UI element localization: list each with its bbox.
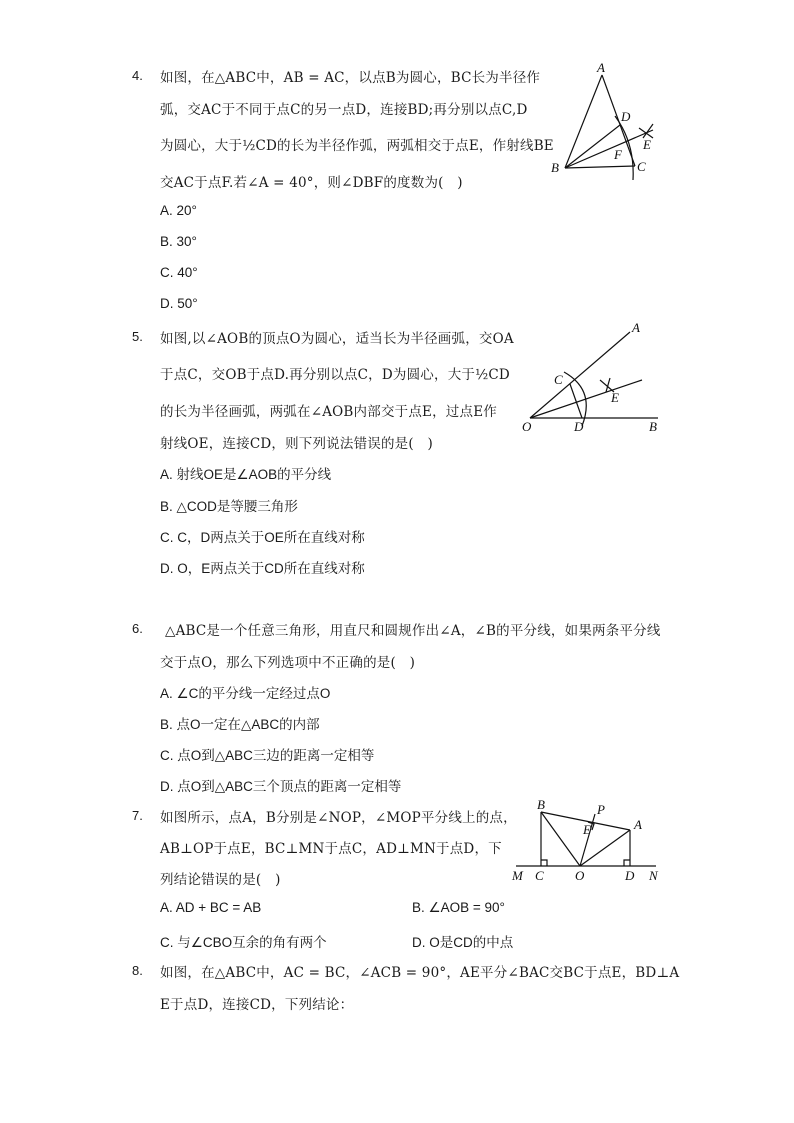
question-text-line: 的长为半径画弧，两弧在∠AOB内部交于点E，过点E作 <box>160 404 497 420</box>
option-a[interactable]: A. 20° <box>160 203 197 218</box>
option-a[interactable]: A. 射线OE是∠AOB的平分线 <box>160 467 332 482</box>
figure-label: D <box>574 419 584 434</box>
question-text-line: E于点D，连接CD，下列结论： <box>160 997 354 1013</box>
figure-label: E <box>583 822 591 837</box>
figure-label: C <box>554 372 563 387</box>
question-text-line: AB⊥OP于点E，BC⊥MN于点C，AD⊥MN于点D，下 <box>160 841 502 857</box>
figure-label: B <box>537 798 545 812</box>
figure-label: A <box>632 320 640 335</box>
option-d[interactable]: D. 点O到△ABC三个顶点的距离一定相等 <box>160 779 402 794</box>
question-text-line: 交于点O，那么下列选项中不正确的是( ) <box>160 655 416 671</box>
figure-label: F <box>614 147 622 162</box>
option-a[interactable]: A. ∠C的平分线一定经过点O <box>160 686 331 701</box>
figure-label: A <box>597 60 605 75</box>
question-text-line: 如图，在△ABC中，AC = BC，∠ACB = 90°，AE平分∠BAC交BC于点E，BD⊥A <box>160 965 680 981</box>
right-angle-mark <box>541 860 547 866</box>
option-d[interactable]: D. 50° <box>160 296 198 311</box>
question-text-line: △ABC是一个任意三角形，用直尺和圆规作出∠A，∠B的平分线，如果两条平分线 <box>165 623 661 639</box>
figure-label: B <box>649 419 657 434</box>
segment-ob <box>541 812 580 866</box>
ray-oa <box>530 332 630 418</box>
figure-label: C <box>637 159 646 174</box>
question-number: 7. <box>132 808 143 823</box>
option-c[interactable]: C. C，D两点关于OE所在直线对称 <box>160 530 365 545</box>
figure-label: M <box>512 868 523 883</box>
option-a[interactable]: A. AD + BC = AB <box>160 900 262 915</box>
figure-label: P <box>597 802 605 817</box>
figure-label: C <box>535 868 544 883</box>
question-number: 4. <box>132 68 143 83</box>
figure-label: E <box>611 390 619 405</box>
figure-label: N <box>649 868 658 883</box>
figure-perpendiculars <box>508 798 666 888</box>
question-text-line: 交AC于点F.若∠A = 40°，则∠DBF的度数为( ) <box>160 175 463 191</box>
question-text-line: 列结论错误的是( ) <box>160 872 281 888</box>
figure-label: E <box>643 137 651 152</box>
figure-label: O <box>575 868 585 883</box>
question-number: 5. <box>132 329 143 344</box>
option-c[interactable]: C. 点O到△ABC三边的距离一定相等 <box>160 748 375 763</box>
option-b[interactable]: B. △COD是等腰三角形 <box>160 499 298 514</box>
option-d[interactable]: D. O是CD的中点 <box>412 935 514 950</box>
figure-label: B <box>551 160 559 175</box>
segment-bc <box>565 166 635 168</box>
question-text-line: 如图所示，点A，B分别是∠NOP，∠MOP平分线上的点， <box>160 810 517 826</box>
question-number: 6. <box>132 621 143 636</box>
figure-label: O <box>522 419 532 434</box>
option-d[interactable]: D. O，E两点关于CD所在直线对称 <box>160 561 365 576</box>
question-text-line: 弧，交AC于不同于点C的另一点D，连接BD;再分别以点C,D <box>160 102 528 118</box>
option-b[interactable]: B. 30° <box>160 234 197 249</box>
figure-label: D <box>621 109 631 124</box>
option-b[interactable]: B. 点O一定在△ABC的内部 <box>160 717 320 732</box>
option-c[interactable]: C. 与∠CBO互余的角有两个 <box>160 935 327 950</box>
figure-angle-bisector <box>518 318 668 438</box>
question-text-line: 为圆心，大于½CD的长为半径作弧，两弧相交于点E，作射线BE <box>160 138 554 154</box>
question-text-line: 射线OE，连接CD，则下列说法错误的是( ) <box>160 436 434 452</box>
right-angle-mark <box>624 860 630 866</box>
option-b[interactable]: B. ∠AOB = 90° <box>412 900 505 915</box>
figure-triangle-arc <box>545 58 665 183</box>
figure-label: D <box>625 868 635 883</box>
figure-label: A <box>634 817 642 832</box>
question-text-line: 如图，在△ABC中，AB = AC，以点B为圆心，BC长为半径作 <box>160 70 541 86</box>
question-text-line: 如图,以∠AOB的顶点O为圆心，适当长为半径画弧，交OA <box>160 331 514 347</box>
question-text-line: 于点C，交OB于点D.再分别以点C，D为圆心，大于½CD <box>160 367 510 383</box>
option-c[interactable]: C. 40° <box>160 265 198 280</box>
question-number: 8. <box>132 963 143 978</box>
